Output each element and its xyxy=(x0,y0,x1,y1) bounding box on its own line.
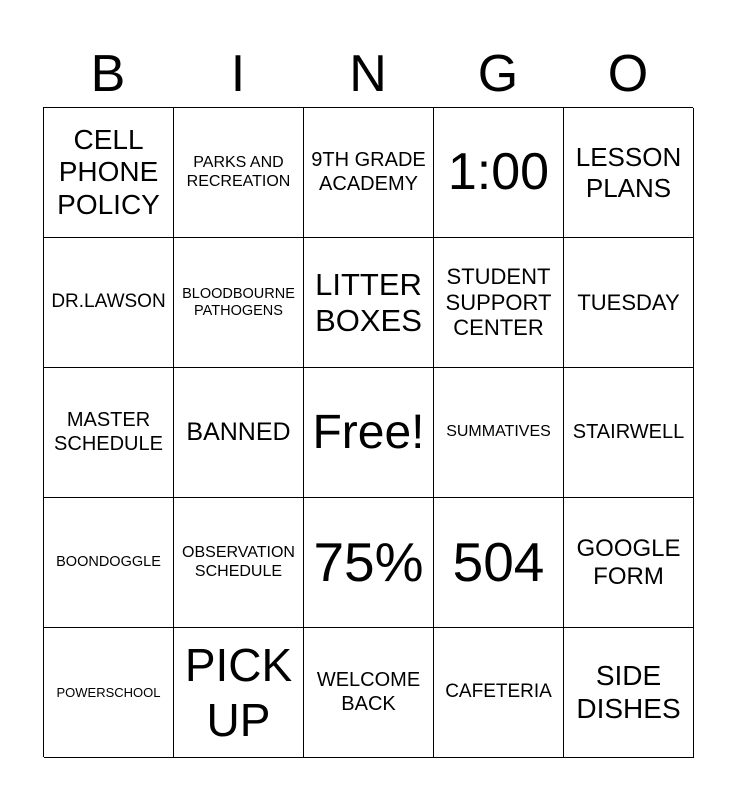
bingo-cell[interactable] xyxy=(174,108,304,238)
bingo-cell[interactable] xyxy=(304,628,434,758)
cell-text: PICK UP xyxy=(184,639,293,746)
cell-text: SIDE DISHES xyxy=(576,660,681,724)
bingo-cell[interactable] xyxy=(564,498,694,628)
bingo-header xyxy=(43,40,693,108)
cell-text: POWERSCHOOL xyxy=(56,684,161,700)
cell-text: STUDENT SUPPORT CENTER xyxy=(445,264,552,341)
cell-text: BLOODBOURNE PATHOGENS xyxy=(182,285,295,319)
cell-text: 1:00 xyxy=(447,143,550,202)
cell-text: TUESDAY xyxy=(577,289,680,315)
bingo-cell[interactable] xyxy=(564,628,694,758)
header-letter-b: B xyxy=(90,45,126,103)
bingo-cell[interactable] xyxy=(304,498,434,628)
header-letter-g: G xyxy=(477,45,519,103)
bingo-cell[interactable] xyxy=(44,368,174,498)
cell-text: CAFETERIA xyxy=(445,681,552,703)
bingo-cell[interactable] xyxy=(564,368,694,498)
bingo-cell[interactable] xyxy=(304,368,434,498)
cell-text: GOOGLE FORM xyxy=(576,534,681,590)
bingo-cell[interactable] xyxy=(434,238,564,368)
cell-text: 9TH GRADE ACADEMY xyxy=(311,149,426,195)
header-letter-o: O xyxy=(607,45,649,103)
cell-text: 504 xyxy=(452,530,545,593)
bingo-cell[interactable] xyxy=(44,108,174,238)
cell-text: SUMMATIVES xyxy=(446,423,551,441)
bingo-cell[interactable] xyxy=(174,628,304,758)
cell-text: DR.LAWSON xyxy=(51,291,166,313)
bingo-cell[interactable] xyxy=(434,108,564,238)
cell-text: STAIRWELL xyxy=(572,420,685,443)
cell-text: MASTER SCHEDULE xyxy=(54,409,163,455)
header-letter-i: I xyxy=(230,45,246,103)
cell-text: BANNED xyxy=(186,418,291,446)
cell-text: 75% xyxy=(313,530,424,593)
cell-text: BOONDOGGLE xyxy=(56,554,161,571)
bingo-cell[interactable] xyxy=(174,238,304,368)
bingo-cell[interactable] xyxy=(44,238,174,368)
cell-text: Free! xyxy=(312,405,425,459)
bingo-cell[interactable] xyxy=(44,628,174,758)
bingo-cell[interactable] xyxy=(174,498,304,628)
header-letter-n: N xyxy=(349,45,387,103)
bingo-cell[interactable] xyxy=(304,238,434,368)
bingo-cell[interactable] xyxy=(564,238,694,368)
cell-text: WELCOME BACK xyxy=(316,669,421,715)
bingo-cell[interactable] xyxy=(434,498,564,628)
bingo-board xyxy=(43,107,693,757)
cell-text: PARKS AND RECREATION xyxy=(186,153,291,190)
cell-text: CELL PHONE POLICY xyxy=(57,123,160,220)
bingo-cell[interactable] xyxy=(44,498,174,628)
bingo-cell[interactable] xyxy=(434,368,564,498)
cell-text: LITTER BOXES xyxy=(315,266,422,338)
cell-text: LESSON PLANS xyxy=(575,142,682,203)
bingo-cell[interactable] xyxy=(564,108,694,238)
bingo-cell[interactable] xyxy=(174,368,304,498)
cell-text: OBSERVATION SCHEDULE xyxy=(182,543,295,580)
bingo-cell[interactable] xyxy=(434,628,564,758)
bingo-cell[interactable] xyxy=(304,108,434,238)
